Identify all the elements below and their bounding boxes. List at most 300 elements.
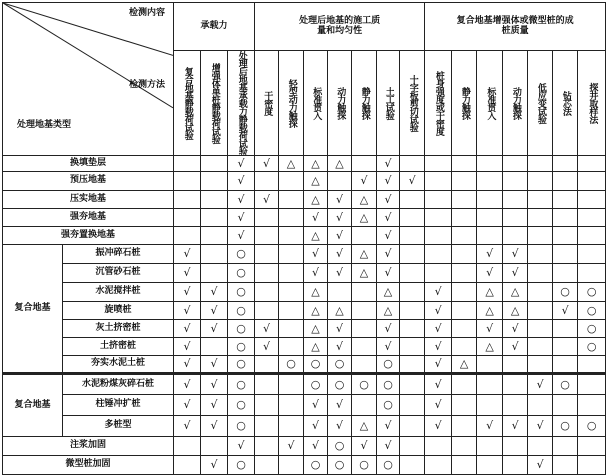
- mark-cell: √: [201, 302, 228, 320]
- mark-cell: [255, 283, 279, 302]
- mark-cell: √: [425, 338, 452, 356]
- mark-cell: △: [477, 338, 503, 356]
- composite-group-label: 复合地基: [3, 245, 63, 374]
- row-label: 强夯置换地基: [3, 227, 174, 245]
- row-label: 多桩型: [63, 416, 174, 437]
- method-header-10: 十字板剪切试验: [400, 51, 425, 156]
- mark-cell: [352, 227, 377, 245]
- mark-cell: ○: [228, 283, 255, 302]
- mark-cell: [174, 172, 201, 191]
- mark-cell: √: [228, 156, 255, 172]
- mark-cell: [255, 227, 279, 245]
- mark-cell: [452, 302, 477, 320]
- mark-cell: [400, 456, 425, 475]
- group-construction-quality: 处理后地基的施工质量和均匀性: [255, 3, 425, 51]
- mark-cell: [503, 227, 528, 245]
- mark-cell: ○: [228, 374, 255, 395]
- mark-cell: [553, 356, 578, 374]
- mark-cell: △: [352, 245, 377, 264]
- mark-cell: √: [228, 209, 255, 227]
- mark-cell: ○: [553, 374, 578, 395]
- mark-cell: [528, 227, 553, 245]
- mark-cell: √: [328, 245, 352, 264]
- mark-cell: ○: [228, 245, 255, 264]
- mark-cell: [201, 264, 228, 283]
- mark-cell: √: [503, 264, 528, 283]
- mark-cell: [255, 302, 279, 320]
- mark-cell: [553, 264, 578, 283]
- mark-cell: [553, 227, 578, 245]
- mark-cell: √: [174, 338, 201, 356]
- table-row: [3, 437, 606, 456]
- mark-cell: [279, 191, 304, 209]
- mark-cell: √: [174, 302, 201, 320]
- mark-cell: √: [477, 320, 503, 338]
- mark-cell: √: [304, 264, 328, 283]
- mark-cell: △: [328, 156, 352, 172]
- mark-cell: √: [201, 283, 228, 302]
- row-label: 夯实水泥土桩: [63, 356, 174, 374]
- mark-cell: ○: [578, 283, 606, 302]
- mark-cell: [174, 227, 201, 245]
- mark-cell: [201, 245, 228, 264]
- table-row: [3, 416, 606, 437]
- row-label: 压实地基: [3, 191, 174, 209]
- mark-cell: [477, 172, 503, 191]
- mark-cell: ○: [553, 283, 578, 302]
- row-label: 沉管砂石桩: [63, 264, 174, 283]
- mark-cell: [578, 437, 606, 456]
- mark-cell: √: [377, 209, 400, 227]
- mark-cell: △: [304, 172, 328, 191]
- mark-cell: √: [328, 209, 352, 227]
- row-label: 柱锤冲扩桩: [63, 395, 174, 416]
- table-row: [3, 320, 606, 338]
- mark-cell: [503, 395, 528, 416]
- corner-top-label: 检测内容: [128, 8, 165, 18]
- method-header-6: 标准贯入: [304, 51, 328, 156]
- table-row: [3, 209, 606, 227]
- mark-cell: [452, 283, 477, 302]
- mark-cell: [400, 227, 425, 245]
- mark-cell: √: [174, 416, 201, 437]
- mark-cell: [477, 374, 503, 395]
- mark-cell: [425, 245, 452, 264]
- mark-cell: [255, 456, 279, 475]
- mark-cell: △: [377, 283, 400, 302]
- mark-cell: √: [201, 416, 228, 437]
- mark-cell: [255, 172, 279, 191]
- mark-cell: ○: [228, 264, 255, 283]
- mark-cell: [328, 283, 352, 302]
- mark-cell: △: [477, 283, 503, 302]
- mark-cell: [279, 374, 304, 395]
- mark-cell: [279, 302, 304, 320]
- mark-cell: [578, 395, 606, 416]
- mark-cell: √: [304, 395, 328, 416]
- method-header-11: 桩身强度或干密度: [425, 51, 452, 156]
- mark-cell: [528, 338, 553, 356]
- mark-cell: [255, 437, 279, 456]
- mark-cell: ○: [328, 456, 352, 475]
- mark-cell: △: [304, 320, 328, 338]
- mark-cell: [425, 156, 452, 172]
- mark-cell: √: [228, 191, 255, 209]
- mark-cell: [279, 416, 304, 437]
- mark-cell: [452, 209, 477, 227]
- mark-cell: △: [352, 416, 377, 437]
- mark-cell: [352, 320, 377, 338]
- mark-cell: √: [377, 338, 400, 356]
- mark-cell: △: [304, 302, 328, 320]
- mark-cell: ○: [228, 416, 255, 437]
- mark-cell: [400, 302, 425, 320]
- mark-cell: √: [425, 374, 452, 395]
- mark-cell: [553, 245, 578, 264]
- mark-cell: ○: [377, 395, 400, 416]
- table-row: [3, 191, 606, 209]
- method-header-2: 增强体单桩静载荷试验: [201, 51, 228, 156]
- row-label: 水泥搅拌桩: [63, 283, 174, 302]
- mark-cell: [477, 209, 503, 227]
- method-header-17: 探井取样法: [578, 51, 606, 156]
- mark-cell: √: [304, 245, 328, 264]
- mark-cell: [477, 437, 503, 456]
- mark-cell: [503, 437, 528, 456]
- mark-cell: [528, 283, 553, 302]
- mark-cell: ○: [578, 416, 606, 437]
- mark-cell: [255, 416, 279, 437]
- mark-cell: [328, 172, 352, 191]
- table-row: [3, 456, 606, 475]
- mark-cell: [352, 356, 377, 374]
- mark-cell: √: [400, 172, 425, 191]
- mark-cell: [352, 302, 377, 320]
- method-header-8: 静力触探: [352, 51, 377, 156]
- table-row: [3, 227, 606, 245]
- mark-cell: √: [255, 338, 279, 356]
- mark-cell: √: [528, 456, 553, 475]
- mark-cell: √: [279, 437, 304, 456]
- mark-cell: √: [425, 395, 452, 416]
- mark-cell: √: [528, 374, 553, 395]
- corner-middle-label: 检测方法: [128, 80, 165, 90]
- mark-cell: △: [304, 227, 328, 245]
- mark-cell: [400, 191, 425, 209]
- mark-cell: [279, 283, 304, 302]
- mark-cell: [255, 264, 279, 283]
- mark-cell: √: [201, 395, 228, 416]
- mark-cell: [201, 172, 228, 191]
- mark-cell: [578, 245, 606, 264]
- mark-cell: √: [328, 338, 352, 356]
- table-row: [3, 264, 606, 283]
- method-header-16: 钻芯法: [553, 51, 578, 156]
- method-header-14: 动力触探: [503, 51, 528, 156]
- mark-cell: [201, 209, 228, 227]
- mark-cell: ○: [328, 437, 352, 456]
- table-row: [3, 156, 606, 172]
- mark-cell: √: [328, 320, 352, 338]
- mark-cell: [400, 264, 425, 283]
- mark-cell: [528, 245, 553, 264]
- mark-cell: [477, 395, 503, 416]
- mark-cell: [201, 338, 228, 356]
- mark-cell: √: [328, 416, 352, 437]
- mark-cell: [400, 437, 425, 456]
- mark-cell: [528, 156, 553, 172]
- mark-cell: √: [201, 356, 228, 374]
- mark-cell: △: [304, 338, 328, 356]
- table-row: [3, 245, 606, 264]
- mark-cell: √: [174, 395, 201, 416]
- mark-cell: [477, 156, 503, 172]
- mark-cell: [400, 374, 425, 395]
- mark-cell: √: [304, 437, 328, 456]
- mark-cell: [553, 320, 578, 338]
- mark-cell: △: [503, 302, 528, 320]
- mark-cell: √: [377, 320, 400, 338]
- mark-cell: √: [503, 416, 528, 437]
- mark-cell: △: [352, 209, 377, 227]
- mark-cell: [528, 395, 553, 416]
- mark-cell: [352, 156, 377, 172]
- row-label: 注浆加固: [3, 437, 174, 456]
- mark-cell: [528, 437, 553, 456]
- mark-cell: [279, 172, 304, 191]
- mark-cell: △: [452, 356, 477, 374]
- mark-cell: √: [377, 264, 400, 283]
- mark-cell: [477, 191, 503, 209]
- mark-cell: [201, 437, 228, 456]
- mark-cell: [553, 156, 578, 172]
- mark-cell: √: [328, 264, 352, 283]
- mark-cell: √: [255, 191, 279, 209]
- mark-cell: √: [477, 264, 503, 283]
- mark-cell: [578, 456, 606, 475]
- mark-cell: √: [425, 320, 452, 338]
- mark-cell: [503, 172, 528, 191]
- mark-cell: [503, 374, 528, 395]
- mark-cell: [279, 209, 304, 227]
- mark-cell: √: [352, 437, 377, 456]
- mark-cell: [452, 191, 477, 209]
- method-header-7: 动力触探: [328, 51, 352, 156]
- mark-cell: √: [425, 356, 452, 374]
- mark-cell: √: [425, 283, 452, 302]
- mark-cell: [503, 156, 528, 172]
- mark-cell: √: [528, 416, 553, 437]
- diagonal-lines: [3, 3, 173, 155]
- mark-cell: [553, 395, 578, 416]
- mark-cell: √: [477, 245, 503, 264]
- mark-cell: [201, 156, 228, 172]
- mark-cell: [400, 416, 425, 437]
- mark-cell: [553, 338, 578, 356]
- mark-cell: ○: [228, 456, 255, 475]
- method-header-12: 静力触探: [452, 51, 477, 156]
- mark-cell: √: [377, 437, 400, 456]
- mark-cell: [477, 356, 503, 374]
- row-label: 土挤密桩: [63, 338, 174, 356]
- mark-cell: [578, 156, 606, 172]
- mark-cell: √: [201, 320, 228, 338]
- mark-cell: √: [352, 172, 377, 191]
- mark-cell: ○: [352, 374, 377, 395]
- method-header-15: 低应变试验: [528, 51, 553, 156]
- mark-cell: [201, 227, 228, 245]
- method-header-4: 干密度: [255, 51, 279, 156]
- group-pile-quality: 复合地基增强体或微型桩的成桩质量: [425, 3, 606, 51]
- row-label: 换填垫层: [3, 156, 174, 172]
- mark-cell: [425, 227, 452, 245]
- mark-cell: [503, 209, 528, 227]
- mark-cell: ○: [328, 356, 352, 374]
- mark-cell: △: [328, 302, 352, 320]
- mark-cell: [528, 302, 553, 320]
- method-header-3: 处理后地基承载力静载荷试验: [228, 51, 255, 156]
- mark-cell: ○: [352, 456, 377, 475]
- mark-cell: [578, 356, 606, 374]
- mark-cell: √: [425, 416, 452, 437]
- mark-cell: [400, 156, 425, 172]
- mark-cell: √: [377, 245, 400, 264]
- mark-cell: [452, 416, 477, 437]
- mark-cell: [578, 374, 606, 395]
- table-row: [3, 338, 606, 356]
- row-label: 振冲碎石桩: [63, 245, 174, 264]
- mark-cell: [400, 395, 425, 416]
- mark-cell: √: [328, 227, 352, 245]
- mark-cell: [425, 191, 452, 209]
- mark-cell: ○: [228, 338, 255, 356]
- mark-cell: [255, 209, 279, 227]
- mark-cell: △: [377, 302, 400, 320]
- mark-cell: √: [201, 374, 228, 395]
- method-header-1: 复合地基静载荷试验: [174, 51, 201, 156]
- method-header-13: 标准贯入: [477, 51, 503, 156]
- mark-cell: [255, 245, 279, 264]
- mark-cell: [528, 209, 553, 227]
- mark-cell: [174, 156, 201, 172]
- mark-cell: [578, 191, 606, 209]
- mark-cell: [553, 209, 578, 227]
- mark-cell: √: [553, 302, 578, 320]
- mark-cell: ○: [228, 356, 255, 374]
- mark-cell: [279, 395, 304, 416]
- mark-cell: [452, 437, 477, 456]
- mark-cell: [528, 172, 553, 191]
- mark-cell: √: [174, 320, 201, 338]
- mark-cell: △: [304, 191, 328, 209]
- mark-cell: △: [352, 191, 377, 209]
- mark-cell: [452, 456, 477, 475]
- mark-cell: [553, 437, 578, 456]
- mark-cell: ○: [578, 320, 606, 338]
- mark-cell: [400, 338, 425, 356]
- mark-cell: [477, 227, 503, 245]
- group-bearing-capacity: 承载力: [174, 3, 255, 51]
- mark-cell: ○: [228, 302, 255, 320]
- mark-cell: √: [503, 320, 528, 338]
- mark-cell: ○: [228, 320, 255, 338]
- mark-cell: √: [228, 172, 255, 191]
- mark-cell: [174, 437, 201, 456]
- row-label: 预压地基: [3, 172, 174, 191]
- mark-cell: [400, 283, 425, 302]
- mark-cell: [553, 172, 578, 191]
- mark-cell: ○: [377, 356, 400, 374]
- mark-cell: ○: [377, 456, 400, 475]
- mark-cell: [452, 338, 477, 356]
- mark-cell: √: [377, 156, 400, 172]
- mark-cell: △: [279, 156, 304, 172]
- mark-cell: √: [328, 191, 352, 209]
- mark-cell: √: [377, 227, 400, 245]
- mark-cell: [400, 209, 425, 227]
- mark-cell: [503, 356, 528, 374]
- table-row: [3, 302, 606, 320]
- mark-cell: ○: [304, 356, 328, 374]
- mark-cell: [578, 172, 606, 191]
- mark-cell: [279, 245, 304, 264]
- mark-cell: [553, 191, 578, 209]
- mark-cell: △: [352, 264, 377, 283]
- mark-cell: [255, 356, 279, 374]
- mark-cell: [352, 338, 377, 356]
- mark-cell: [400, 320, 425, 338]
- mark-cell: ○: [553, 416, 578, 437]
- mark-cell: [174, 191, 201, 209]
- mark-cell: [425, 437, 452, 456]
- mark-cell: [279, 264, 304, 283]
- inspection-methods-table: [2, 2, 606, 475]
- table-row: [3, 172, 606, 191]
- composite-group-label: 复合地基: [3, 374, 63, 437]
- mark-cell: √: [255, 156, 279, 172]
- mark-cell: [452, 172, 477, 191]
- table-row: [3, 395, 606, 416]
- mark-cell: ○: [228, 395, 255, 416]
- mark-cell: △: [304, 156, 328, 172]
- mark-cell: [503, 191, 528, 209]
- mark-cell: [279, 320, 304, 338]
- mark-cell: √: [377, 191, 400, 209]
- row-label: 灰土挤密桩: [63, 320, 174, 338]
- mark-cell: √: [174, 264, 201, 283]
- mark-cell: ○: [328, 374, 352, 395]
- mark-cell: [174, 456, 201, 475]
- mark-cell: [279, 456, 304, 475]
- row-label: 水泥粉煤灰碎石桩: [63, 374, 174, 395]
- mark-cell: [279, 338, 304, 356]
- table-row: [3, 356, 606, 374]
- row-label: 旋喷桩: [63, 302, 174, 320]
- mark-cell: [578, 264, 606, 283]
- table-row: [3, 374, 606, 395]
- mark-cell: [452, 264, 477, 283]
- mark-cell: [201, 191, 228, 209]
- mark-cell: √: [503, 338, 528, 356]
- mark-cell: [452, 320, 477, 338]
- mark-cell: ○: [304, 456, 328, 475]
- mark-cell: △: [477, 302, 503, 320]
- row-label: 微型桩加固: [3, 456, 174, 475]
- mark-cell: [503, 456, 528, 475]
- row-label: 强夯地基: [3, 209, 174, 227]
- mark-cell: [255, 374, 279, 395]
- mark-cell: [452, 227, 477, 245]
